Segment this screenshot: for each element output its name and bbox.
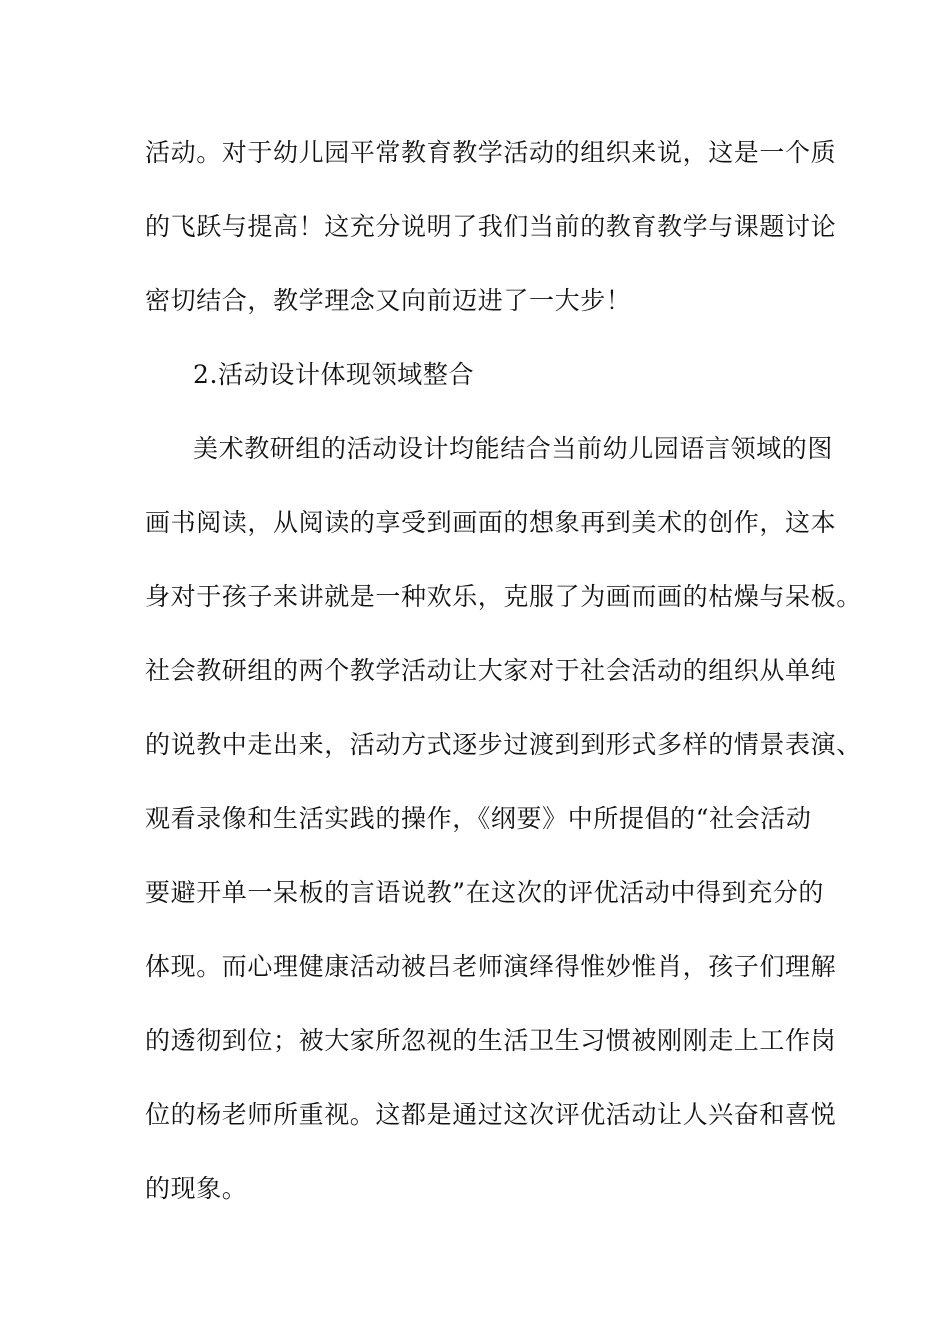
- paragraph-line: 社会教研组的两个教学活动让大家对于社会活动的组织从单纯: [145, 656, 837, 685]
- paragraph-line: 画书阅读，从阅读的享受到画面的想象再到美术的创作，这本: [145, 508, 837, 537]
- paragraph-line: 密切结合，教学理念又向前迈进了一大步！: [145, 286, 632, 315]
- paragraph-line: 的现象。: [145, 1174, 248, 1203]
- paragraph-line: 要避开单一呆板的言语说教”在这次的评优活动中得到充分的: [145, 878, 824, 907]
- paragraph-line: 的说教中走出来，活动方式逐步过渡到到形式多样的情景表演、: [145, 730, 862, 759]
- paragraph-line: 观看录像和生活实践的操作，《纲要》中所提倡的“社会活动: [145, 804, 812, 833]
- paragraph-line: 身对于孩子来讲就是一种欢乐，克服了为画而画的枯燥与呆板。: [145, 582, 862, 611]
- paragraph-line: 美术教研组的活动设计均能结合当前幼儿园语言领域的图: [193, 434, 834, 463]
- paragraph-line: 的飞跃与提高！这充分说明了我们当前的教育教学与课题讨论: [145, 212, 837, 241]
- paragraph-line: 体现。而心理健康活动被吕老师演绎得惟妙惟肖，孩子们理解: [145, 952, 837, 981]
- paragraph-line: 活动。对于幼儿园平常教育教学活动的组织来说，这是一个质: [145, 138, 837, 167]
- section-heading: 2.活动设计体现领域整合: [193, 360, 475, 389]
- paragraph-line: 位的杨老师所重视。这都是通过这次评优活动让人兴奋和喜悦: [145, 1100, 837, 1129]
- paragraph-line: 的透彻到位；被大家所忽视的生活卫生习惯被刚刚走上工作岗: [145, 1026, 837, 1055]
